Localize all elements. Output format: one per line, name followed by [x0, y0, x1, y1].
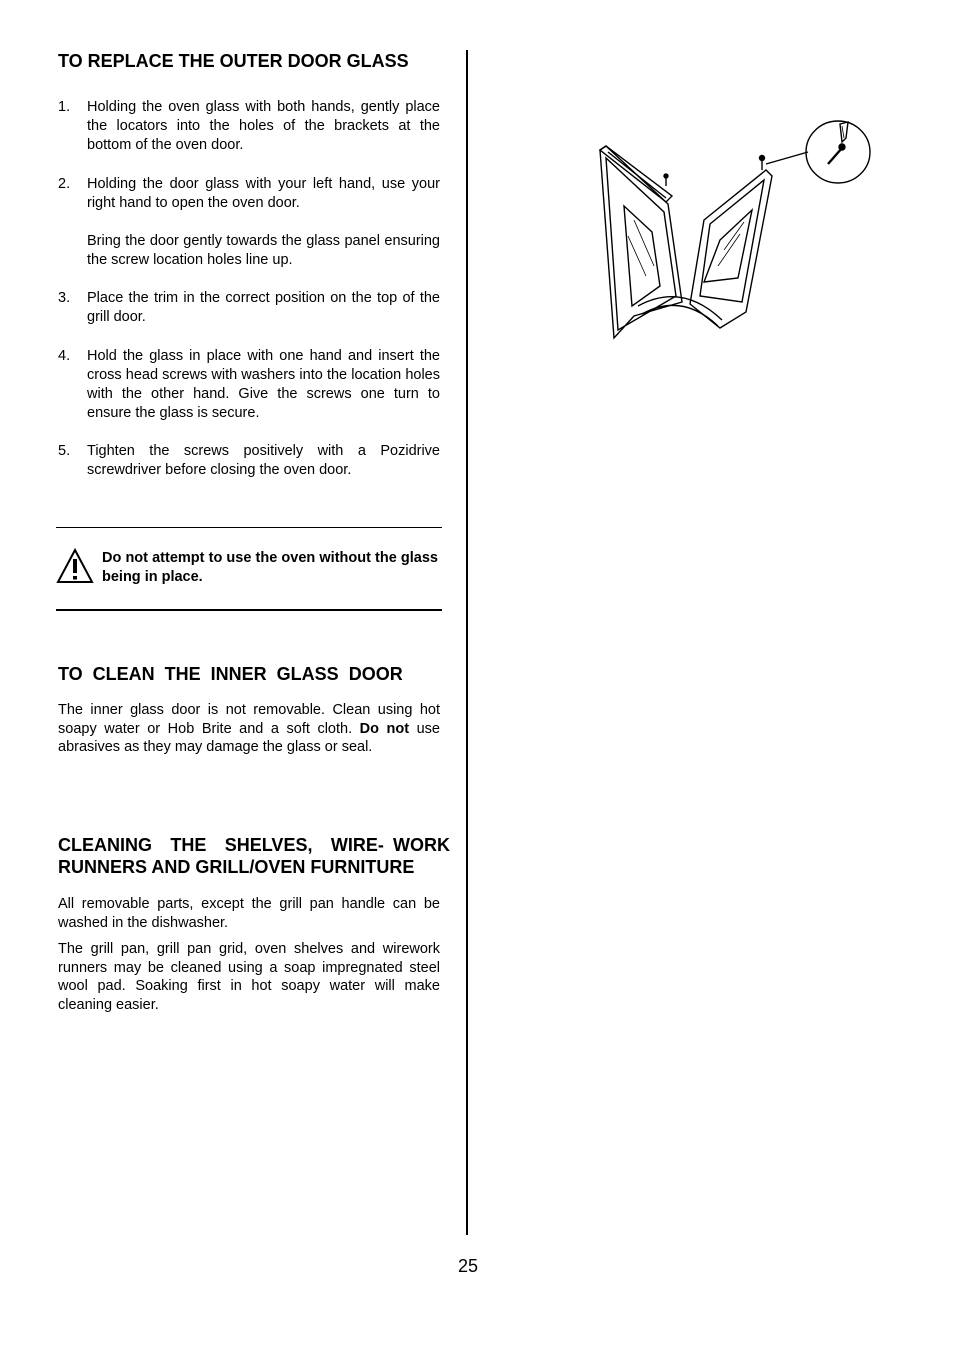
column-divider [466, 50, 468, 1235]
step-1 [58, 98, 440, 155]
oven-door-glass-illustration [596, 116, 876, 342]
step-2 [58, 175, 440, 270]
step-number: 1. [58, 99, 71, 115]
warning-box [56, 527, 442, 611]
step-text: Bring the door gently towards the glass panel ensuring the screw location holes line up. [87, 233, 440, 268]
section-title-clean-inner-glass: TO CLEAN THE INNER GLASS DOOR [58, 664, 403, 684]
step-text: Holding the door glass with your left hand, use your right hand to open the oven door. [87, 176, 440, 211]
step-3 [58, 289, 440, 327]
text-segment: The inner glass door is not removable. Clean using hot soapy water or Hob Brite and a soft cloth. [58, 702, 440, 737]
step-text: Tighten the screws positively with a Pozidrive screwdriver before closing the oven door. [87, 443, 440, 478]
step-number: 5. [58, 443, 71, 459]
cleaning-shelves-para-2: The grill pan, grill pan grid, oven shelves and wirework runners may be cleaned using a soap impregnated steel wool pad. Soaking first in hot soapy water will make cleaning easier. [58, 941, 440, 1013]
page-number: 25 [457, 1256, 479, 1276]
step-5 [58, 442, 440, 480]
text-segment: use abrasives as they may damage the glass or seal. [58, 720, 440, 755]
section-title-replace-glass: TO REPLACE THE OUTER DOOR GLASS [58, 51, 409, 71]
bold-text: Do not [359, 720, 410, 737]
step-text: Place the trim in the correct position on the top of the grill door. [87, 290, 440, 325]
cleaning-shelves-para-1: All removable parts, except the grill pan handle can be washed in the dishwasher. [58, 896, 440, 931]
clean-inner-glass-text [58, 701, 440, 757]
warning-text: Do not attempt to use the oven without the glass being in place. [102, 550, 438, 585]
step-4 [58, 347, 440, 423]
step-text: Holding the oven glass with both hands, gently place the locators into the holes of the brackets at the bottom of the oven door. [87, 99, 440, 153]
section-clean-inner-glass [58, 663, 440, 757]
section-cleaning-shelves [58, 834, 456, 1014]
step-number: 3. [58, 290, 71, 306]
step-text: Hold the glass in place with one hand and insert the cross head screws with washers into the location holes with the other hand. Give the screws one turn to ensure the glass is secure. [87, 348, 440, 421]
step-number: 2. [58, 176, 71, 192]
step-number: 4. [58, 348, 71, 364]
section-title-cleaning-shelves: CLEANING THE SHELVES, WIRE- WORK RUNNERS AND GRILL/OVEN FURNITURE [58, 835, 456, 877]
warning-triangle-icon [56, 548, 94, 584]
